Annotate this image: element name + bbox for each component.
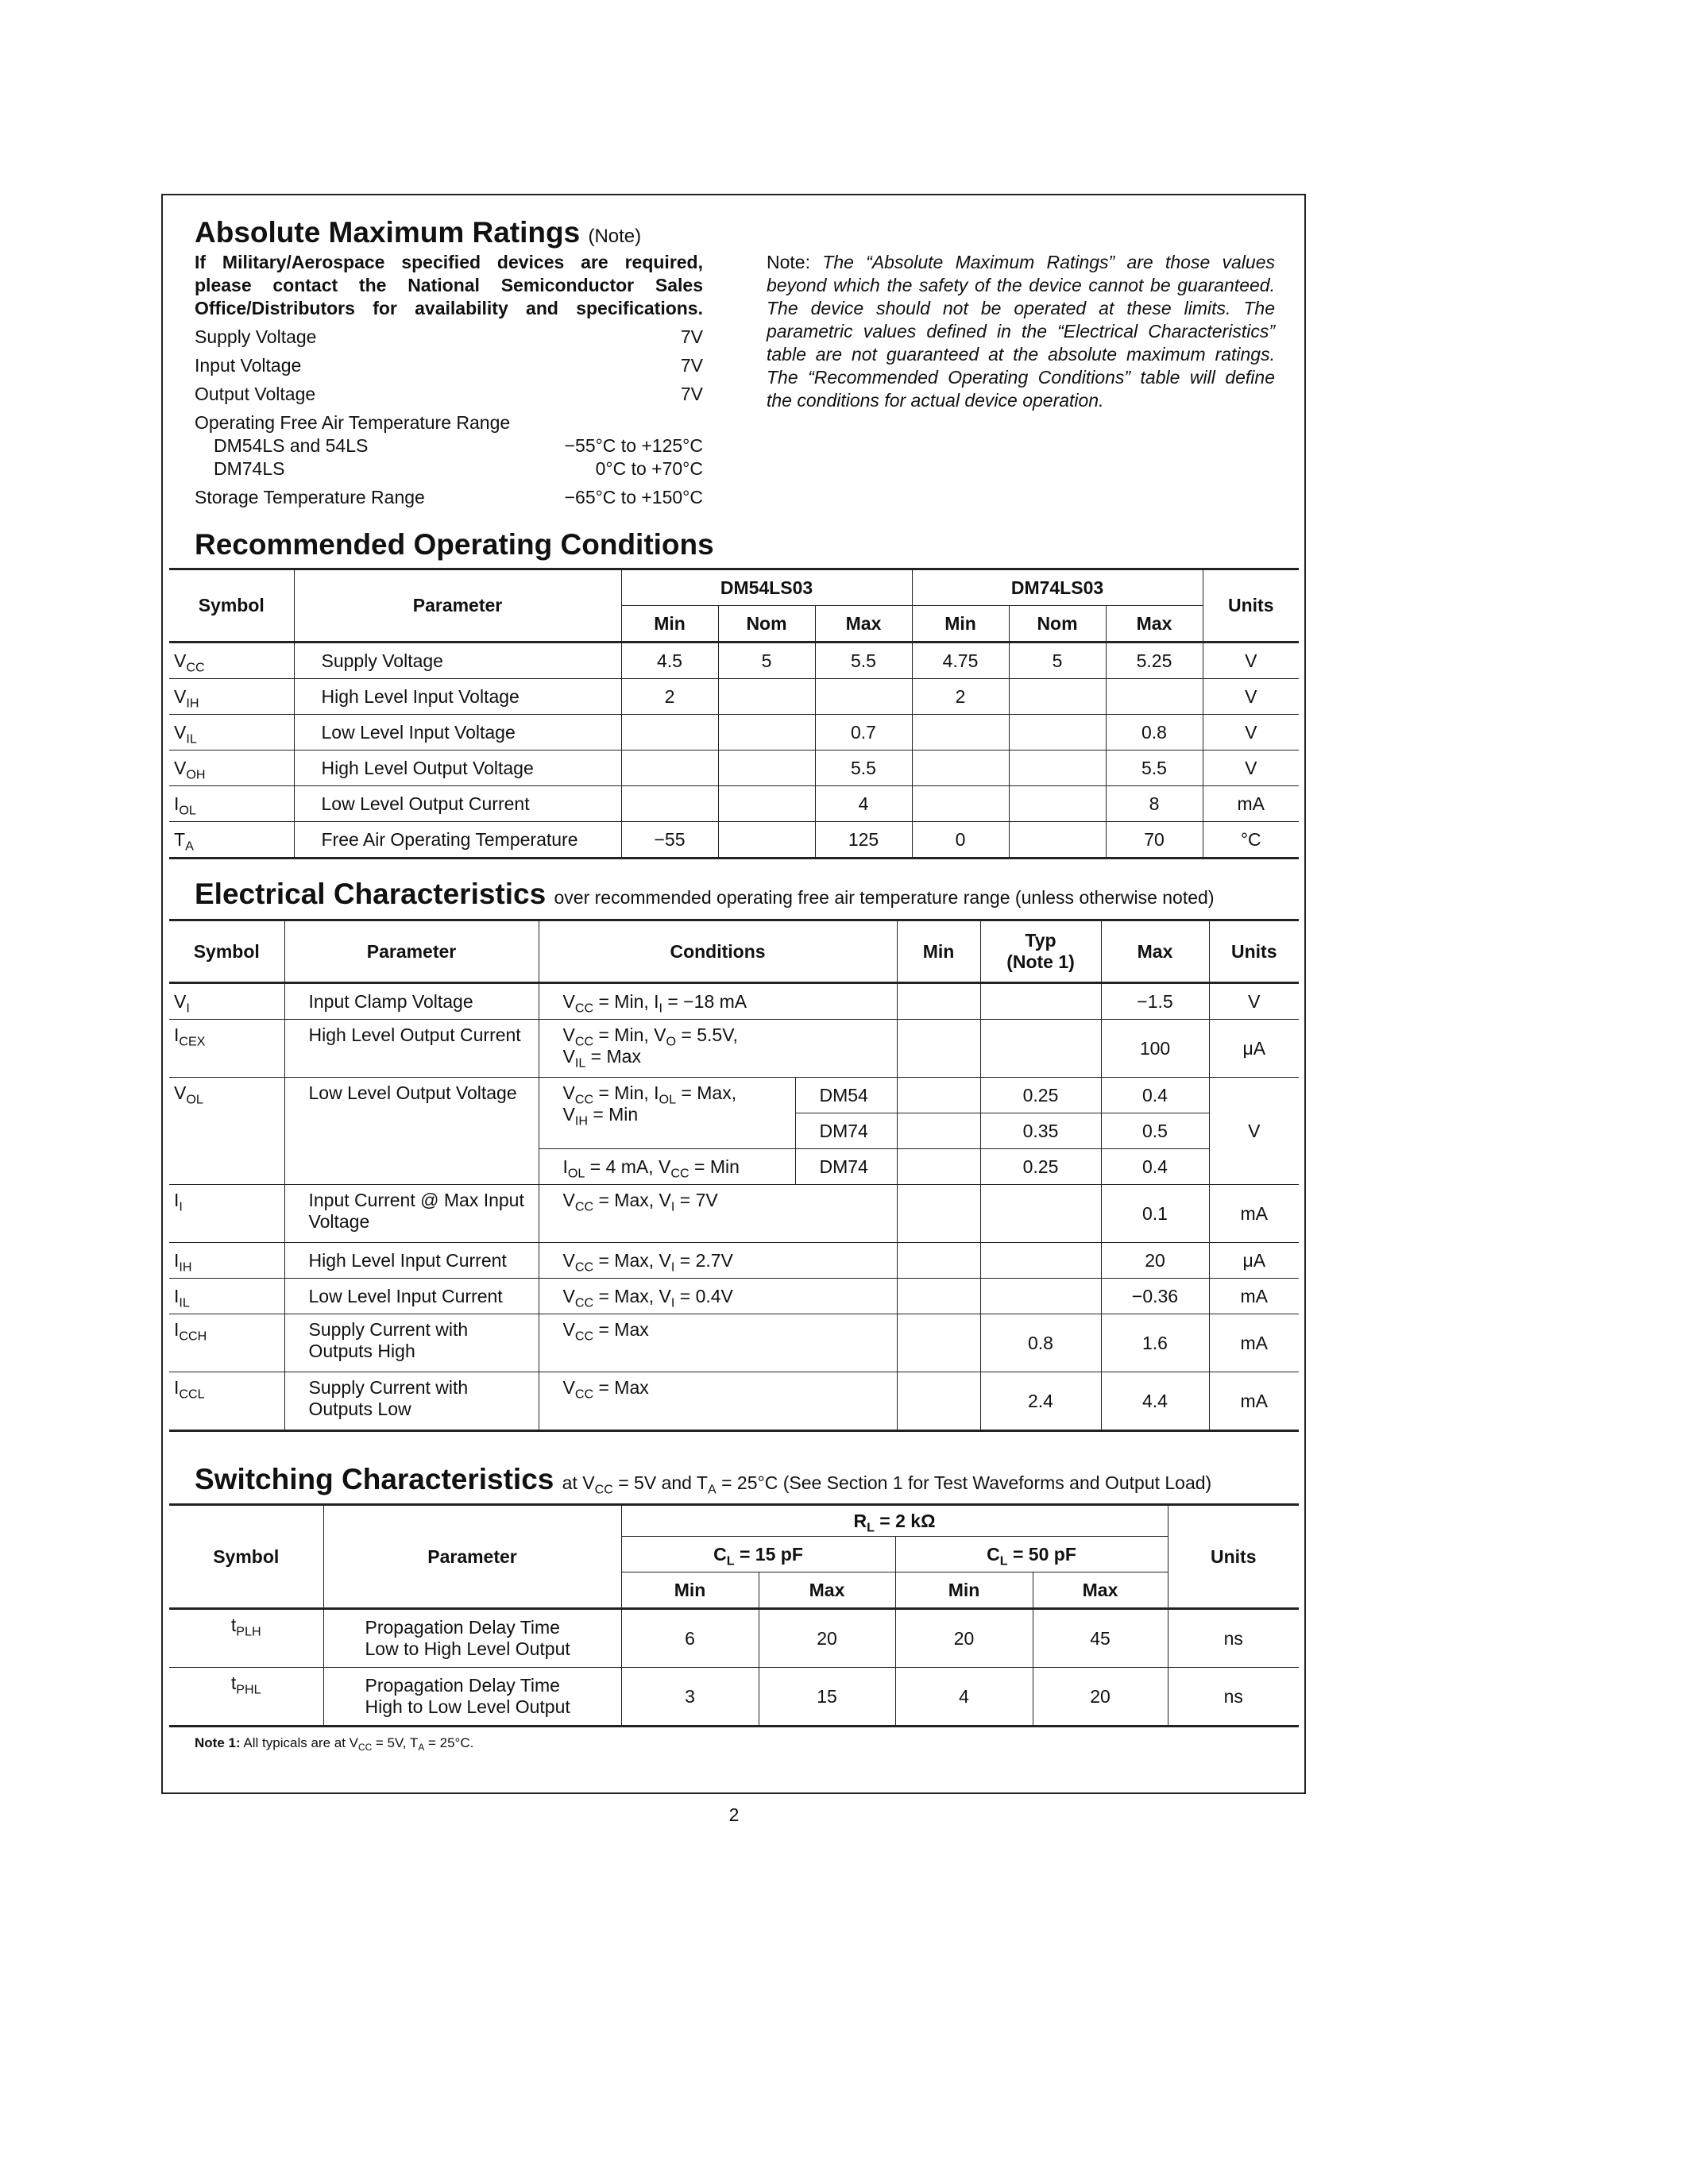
max-cell: 70 — [1106, 822, 1203, 859]
max-cell: 0.8 — [1106, 715, 1203, 751]
min-cell — [621, 751, 718, 786]
max-cell: 15 — [759, 1668, 895, 1727]
min-cell — [912, 786, 1009, 822]
page-number: 2 — [728, 1804, 740, 1825]
temp-item — [195, 457, 703, 480]
symbol-cell: $I_{CEX}$ — [169, 1020, 284, 1078]
col-min: Min — [897, 920, 980, 983]
min-cell — [897, 1020, 980, 1078]
symbol-cell: $t_{PHL}$ — [169, 1668, 323, 1727]
col-max: Max — [1106, 606, 1203, 642]
min-cell: 6 — [621, 1609, 759, 1668]
footnote-text: All typicals are at $V_{CC} = 5V$, $T_A = 25^\circ C$. — [243, 1735, 474, 1754]
max-cell: −1.5 — [1101, 983, 1209, 1020]
min-cell — [897, 1372, 980, 1431]
parameter-cell: Supply Voltage — [294, 642, 621, 679]
col-typ — [980, 920, 1101, 983]
parameter-cell: High Level Output Current — [284, 1020, 539, 1078]
units-cell: μA — [1209, 1243, 1299, 1279]
min-cell: 2 — [912, 679, 1009, 715]
typ-cell: 0.25 — [980, 1078, 1101, 1113]
nom-cell — [1009, 786, 1106, 822]
col-symbol: Symbol — [169, 1505, 323, 1609]
symbol-cell: $I_{IH}$ — [169, 1243, 284, 1279]
min-cell: 4 — [895, 1668, 1033, 1727]
max-cell: 5.25 — [1106, 642, 1203, 679]
storage-item — [195, 486, 703, 509]
abs-max-item — [195, 383, 703, 406]
units-cell: mA — [1209, 1279, 1299, 1314]
ec-subtitle: over recommended operating free air temperature range (unless otherwise noted) — [554, 887, 1215, 908]
col-min: Min — [621, 606, 718, 642]
item-value: −55°C to +125°C — [564, 435, 703, 456]
max-cell — [1106, 679, 1203, 715]
nom-cell — [718, 679, 815, 715]
nom-cell — [718, 822, 815, 859]
typ-cell: 2.4 — [980, 1372, 1101, 1431]
min-cell — [621, 715, 718, 751]
max-cell: 5.5 — [1106, 751, 1203, 786]
nom-cell — [718, 751, 815, 786]
roc-table — [169, 568, 1299, 859]
abs-max-note — [767, 251, 1275, 412]
col-max: Max — [1033, 1572, 1168, 1609]
nom-cell — [1009, 679, 1106, 715]
col-symbol: Symbol — [169, 920, 284, 983]
roc-title: Recommended Operating Conditions — [195, 528, 714, 561]
min-cell — [897, 1279, 980, 1314]
max-cell: 125 — [815, 822, 912, 859]
max-cell: 20 — [1101, 1243, 1209, 1279]
nom-cell: 5 — [1009, 642, 1106, 679]
item-label: Input Voltage — [195, 355, 302, 376]
units-cell: V — [1203, 751, 1299, 786]
item-label: Output Voltage — [195, 384, 316, 404]
item-label: DM74LS — [214, 458, 285, 479]
note-label: Note: — [767, 252, 810, 272]
max-cell: 4 — [815, 786, 912, 822]
symbol-cell: $V_{IL}$ — [169, 715, 294, 751]
item-label: Supply Voltage — [195, 326, 317, 347]
table-row — [169, 751, 1299, 786]
conditions-cell: $V_{CC}$ = Min, $I_{OL}$ = Max, $V_{IH}$ = Min — [539, 1078, 795, 1149]
max-cell: 4.4 — [1101, 1372, 1209, 1431]
min-cell — [897, 1243, 980, 1279]
col-symbol: Symbol — [169, 569, 294, 642]
units-cell: V — [1209, 1078, 1299, 1185]
units-cell: mA — [1209, 1314, 1299, 1372]
min-cell: 3 — [621, 1668, 759, 1727]
typ-cell: 0.25 — [980, 1149, 1101, 1185]
symbol-cell: $t_{PLH}$ — [169, 1609, 323, 1668]
table-row — [169, 1279, 1299, 1314]
temp-heading-text: Operating Free Air Temperature Range — [195, 412, 511, 433]
typ-cell: 0.35 — [980, 1113, 1101, 1149]
units-cell: V — [1203, 715, 1299, 751]
units-cell: mA — [1209, 1185, 1299, 1243]
abs-max-list — [195, 326, 703, 509]
item-value: 7V — [680, 355, 703, 376]
max-cell: 5.5 — [815, 751, 912, 786]
col-group-dm74: DM74LS03 — [912, 569, 1203, 606]
military-warning: If Military/Aerospace specified devices are required, please contact the National Semiconductor Sales Office/Distributors for availability and specifications. — [195, 252, 703, 318]
ec-table — [169, 919, 1299, 1432]
table-row — [169, 1609, 1299, 1668]
ec-title — [195, 878, 1214, 911]
item-value: 7V — [680, 326, 703, 347]
abs-max-title-text: Absolute Maximum Ratings — [195, 216, 581, 249]
col-group-dm54: DM54LS03 — [621, 569, 912, 606]
table-row — [169, 1372, 1299, 1431]
col-rl: $R_L = 2$ kΩ — [621, 1505, 1168, 1537]
min-cell — [912, 751, 1009, 786]
device-cell: DM74 — [795, 1149, 897, 1185]
min-cell: 20 — [895, 1609, 1033, 1668]
symbol-cell: $V_{OL}$ — [169, 1078, 284, 1185]
typ-cell — [980, 1020, 1101, 1078]
parameter-cell: Low Level Input Current — [284, 1279, 539, 1314]
col-nom: Nom — [718, 606, 815, 642]
note-text: The “Absolute Maximum Ratings” are those values beyond which the safety of the device cannot be guaranteed. The device should not be operated at these limits. The parametric values defined in the “Electrical Characteristics” table are not guaranteed at the absolute maximum ratings. The “Recommended Operating Conditions” table will define the conditions for actual device operation. — [767, 252, 1276, 411]
typ-note: (Note 1) — [1006, 951, 1075, 972]
footnote-label: Note 1: — [195, 1735, 241, 1750]
units-cell: V — [1203, 642, 1299, 679]
min-cell — [897, 1078, 980, 1113]
typ-cell — [980, 1243, 1101, 1279]
col-parameter: Parameter — [284, 920, 539, 983]
typ-cell — [980, 1279, 1101, 1314]
min-cell: −55 — [621, 822, 718, 859]
temp-item — [195, 434, 703, 457]
table-row — [169, 786, 1299, 822]
col-max: Max — [759, 1572, 895, 1609]
nom-cell — [1009, 715, 1106, 751]
max-cell: 20 — [759, 1609, 895, 1668]
table-row — [169, 1185, 1299, 1243]
conditions-cell: $V_{CC}$ = Max, $V_I = 0.4V$ — [539, 1279, 897, 1314]
min-cell: 4.5 — [621, 642, 718, 679]
parameter-cell: Supply Current with Outputs Low — [284, 1372, 539, 1431]
units-cell: mA — [1209, 1372, 1299, 1431]
col-min: Min — [621, 1572, 759, 1609]
max-cell: 100 — [1101, 1020, 1209, 1078]
symbol-cell: $I_I$ — [169, 1185, 284, 1243]
parameter-cell: Free Air Operating Temperature — [294, 822, 621, 859]
col-min: Min — [895, 1572, 1033, 1609]
max-cell: 45 — [1033, 1609, 1168, 1668]
max-cell: 20 — [1033, 1668, 1168, 1727]
symbol-cell: $I_{CCL}$ — [169, 1372, 284, 1431]
col-nom: Nom — [1009, 606, 1106, 642]
parameter-cell: High Level Input Current — [284, 1243, 539, 1279]
units-cell: ns — [1168, 1668, 1299, 1727]
min-cell: 4.75 — [912, 642, 1009, 679]
max-cell: 8 — [1106, 786, 1203, 822]
min-cell: 0 — [912, 822, 1009, 859]
temp-heading — [195, 411, 703, 434]
max-cell — [815, 679, 912, 715]
max-cell: 1.6 — [1101, 1314, 1209, 1372]
col-units: Units — [1209, 920, 1299, 983]
symbol-cell: $I_{IL}$ — [169, 1279, 284, 1314]
col-units: Units — [1168, 1505, 1299, 1609]
max-cell: 0.4 — [1101, 1149, 1209, 1185]
max-cell: 0.4 — [1101, 1078, 1209, 1113]
symbol-cell: $I_{OL}$ — [169, 786, 294, 822]
item-label: Storage Temperature Range — [195, 487, 425, 507]
table-row — [169, 642, 1299, 679]
col-cl-15pf: $C_L = 15$ pF — [621, 1537, 895, 1572]
abs-max-title-note: (Note) — [588, 226, 642, 247]
device-cell: DM54 — [795, 1078, 897, 1113]
col-cl-50pf: $C_L = 50$ pF — [895, 1537, 1168, 1572]
parameter-cell: High Level Output Voltage — [294, 751, 621, 786]
col-conditions: Conditions — [539, 920, 897, 983]
col-parameter: Parameter — [323, 1505, 621, 1609]
min-cell — [897, 983, 980, 1020]
min-cell — [897, 1149, 980, 1185]
parameter-cell: Supply Current with Outputs High — [284, 1314, 539, 1372]
conditions-cell: $V_{CC}$ = Max — [539, 1314, 897, 1372]
conditions-cell: $V_{CC}$ = Min, $I_I = -18$ mA — [539, 983, 897, 1020]
min-cell — [897, 1113, 980, 1149]
roc-body — [169, 642, 1299, 859]
abs-max-item — [195, 354, 703, 377]
conditions-cell: $V_{CC}$ = Max, $V_I = 2.7V$ — [539, 1243, 897, 1279]
min-cell — [897, 1314, 980, 1372]
min-cell — [897, 1185, 980, 1243]
units-cell: °C — [1203, 822, 1299, 859]
footnote — [195, 1735, 474, 1754]
symbol-cell: $V_{CC}$ — [169, 642, 294, 679]
table-row — [169, 1020, 1299, 1078]
table-row — [169, 679, 1299, 715]
conditions-cell: $I_{OL} = 4$ mA, $V_{CC}$ = Min — [539, 1149, 795, 1185]
nom-cell — [718, 786, 815, 822]
col-max: Max — [1101, 920, 1209, 983]
table-row — [169, 1314, 1299, 1372]
symbol-cell: $V_I$ — [169, 983, 284, 1020]
min-cell — [621, 786, 718, 822]
conditions-cell: $V_{CC}$ = Max, $V_I = 7V$ — [539, 1185, 897, 1243]
symbol-cell: $V_{OH}$ — [169, 751, 294, 786]
units-cell: μA — [1209, 1020, 1299, 1078]
table-row — [169, 1078, 1299, 1113]
conditions-cell: $V_{CC}$ = Max — [539, 1372, 897, 1431]
ec-title-text: Electrical Characteristics — [195, 878, 547, 910]
max-cell: 0.7 — [815, 715, 912, 751]
sc-body — [169, 1609, 1299, 1727]
parameter-cell: Low Level Output Voltage — [284, 1078, 539, 1185]
col-min: Min — [912, 606, 1009, 642]
units-cell: mA — [1203, 786, 1299, 822]
parameter-cell: Low Level Output Current — [294, 786, 621, 822]
conditions-cell: $V_{CC}$ = Min, $V_O = 5.5V$, $V_{IL}$ = Max — [539, 1020, 897, 1078]
table-row — [169, 822, 1299, 859]
col-max: Max — [815, 606, 912, 642]
parameter-cell: Low Level Input Voltage — [294, 715, 621, 751]
units-cell: V — [1209, 983, 1299, 1020]
nom-cell — [1009, 751, 1106, 786]
table-row — [169, 1243, 1299, 1279]
nom-cell — [718, 715, 815, 751]
device-cell: DM74 — [795, 1113, 897, 1149]
abs-max-item — [195, 326, 703, 349]
col-parameter: Parameter — [294, 569, 621, 642]
item-label: DM54LS and 54LS — [214, 435, 369, 456]
typ-cell: 0.8 — [980, 1314, 1101, 1372]
parameter-cell: Input Current @ Max Input Voltage — [284, 1185, 539, 1243]
symbol-cell: $T_A$ — [169, 822, 294, 859]
parameter-cell: Input Clamp Voltage — [284, 983, 539, 1020]
min-cell — [912, 715, 1009, 751]
nom-cell: 5 — [718, 642, 815, 679]
symbol-cell: $I_{CCH}$ — [169, 1314, 284, 1372]
units-cell: ns — [1168, 1609, 1299, 1668]
typ-cell — [980, 983, 1101, 1020]
sc-title-text: Switching Characteristics — [195, 1463, 554, 1495]
parameter-cell: Propagation Delay Time High to Low Level Output — [323, 1668, 621, 1727]
abs-max-title — [195, 216, 641, 249]
typ-label: Typ — [1025, 930, 1056, 951]
item-value: −65°C to +150°C — [564, 487, 703, 507]
max-cell: 0.1 — [1101, 1185, 1209, 1243]
max-cell: 5.5 — [815, 642, 912, 679]
max-cell: 0.5 — [1101, 1113, 1209, 1149]
min-cell: 2 — [621, 679, 718, 715]
sc-table — [169, 1503, 1299, 1727]
max-cell: −0.36 — [1101, 1279, 1209, 1314]
sc-title — [195, 1463, 1211, 1496]
item-value: 7V — [680, 384, 703, 404]
col-units: Units — [1203, 569, 1299, 642]
parameter-cell: High Level Input Voltage — [294, 679, 621, 715]
parameter-cell: Propagation Delay Time Low to High Level Output — [323, 1609, 621, 1668]
table-row — [169, 983, 1299, 1020]
sc-subtitle: at $V_{CC} = 5V$ and $T_A = 25^\circ C$ (See Section 1 for Test Waveforms and Output Load) — [562, 1472, 1212, 1497]
symbol-cell: $V_{IH}$ — [169, 679, 294, 715]
nom-cell — [1009, 822, 1106, 859]
item-value: 0°C to +70°C — [595, 458, 703, 479]
table-row — [169, 1668, 1299, 1727]
typ-cell — [980, 1185, 1101, 1243]
units-cell: V — [1203, 679, 1299, 715]
table-row — [169, 715, 1299, 751]
